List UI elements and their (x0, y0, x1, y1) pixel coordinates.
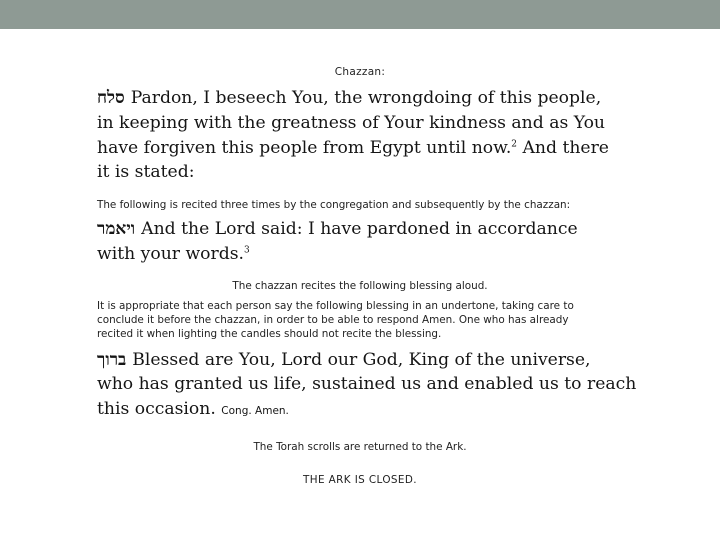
paragraph1-text3a: have forgiven this people from Egypt until now. (97, 138, 512, 158)
footnote-2: 2 (511, 139, 518, 150)
instruction-undertone-line2: conclude it before the chazzan, in order to be able to respond Amen. One who has already (97, 314, 569, 326)
hebrew-word-baruch: ברוך (97, 350, 127, 370)
top-bar (0, 0, 720, 29)
instruction-torah-returned: The Torah scrolls are returned to the Ark. (253, 441, 467, 453)
paragraph2-text2: with your words. (97, 244, 245, 264)
paragraph2-text1: And the Lord said: I have pardoned in accordance (141, 219, 578, 239)
instruction-undertone-line1: It is appropriate that each person say the following blessing in an undertone, taking care to (97, 300, 574, 312)
paragraph1-line2: in keeping with the greatness of Your kindness and as You (97, 113, 606, 133)
hebrew-word-selach: סלח (97, 88, 125, 108)
hebrew-word-vayomer: ויאמר (97, 219, 136, 239)
footnote-3: 3 (244, 245, 250, 256)
paragraph3-line2: who has granted us life, sustained us and enabled us to reach (97, 374, 637, 394)
paragraph1-line3 (97, 136, 609, 160)
congregation-response: Cong. Amen. (221, 405, 289, 417)
paragraph2-line2 (97, 242, 250, 266)
paragraph2-line1 (97, 217, 578, 241)
paragraph3-text1: Blessed are You, Lord our God, King of the universe, (132, 350, 591, 370)
ark-closed-heading: THE ARK IS CLOSED. (303, 474, 417, 486)
paragraph1-line4: it is stated: (97, 162, 195, 182)
paragraph1-line1 (97, 86, 601, 110)
instruction-recited-three-times: The following is recited three times by the congregation and subsequently by the chazzan: (97, 199, 571, 211)
chazzan-heading: Chazzan: (334, 66, 386, 78)
paragraph3-line1 (97, 348, 591, 372)
paragraph3-text3: this occasion. (97, 399, 216, 419)
paragraph1-text3b: And there (517, 138, 609, 158)
instruction-blessing-aloud: The chazzan recites the following blessing aloud. (232, 280, 488, 292)
paragraph3-line3 (97, 397, 289, 423)
instruction-undertone-line3: recited it when lighting the candles should not recite the blessing. (97, 328, 442, 340)
paragraph1-text1: Pardon, I beseech You, the wrongdoing of this people, (130, 88, 602, 108)
